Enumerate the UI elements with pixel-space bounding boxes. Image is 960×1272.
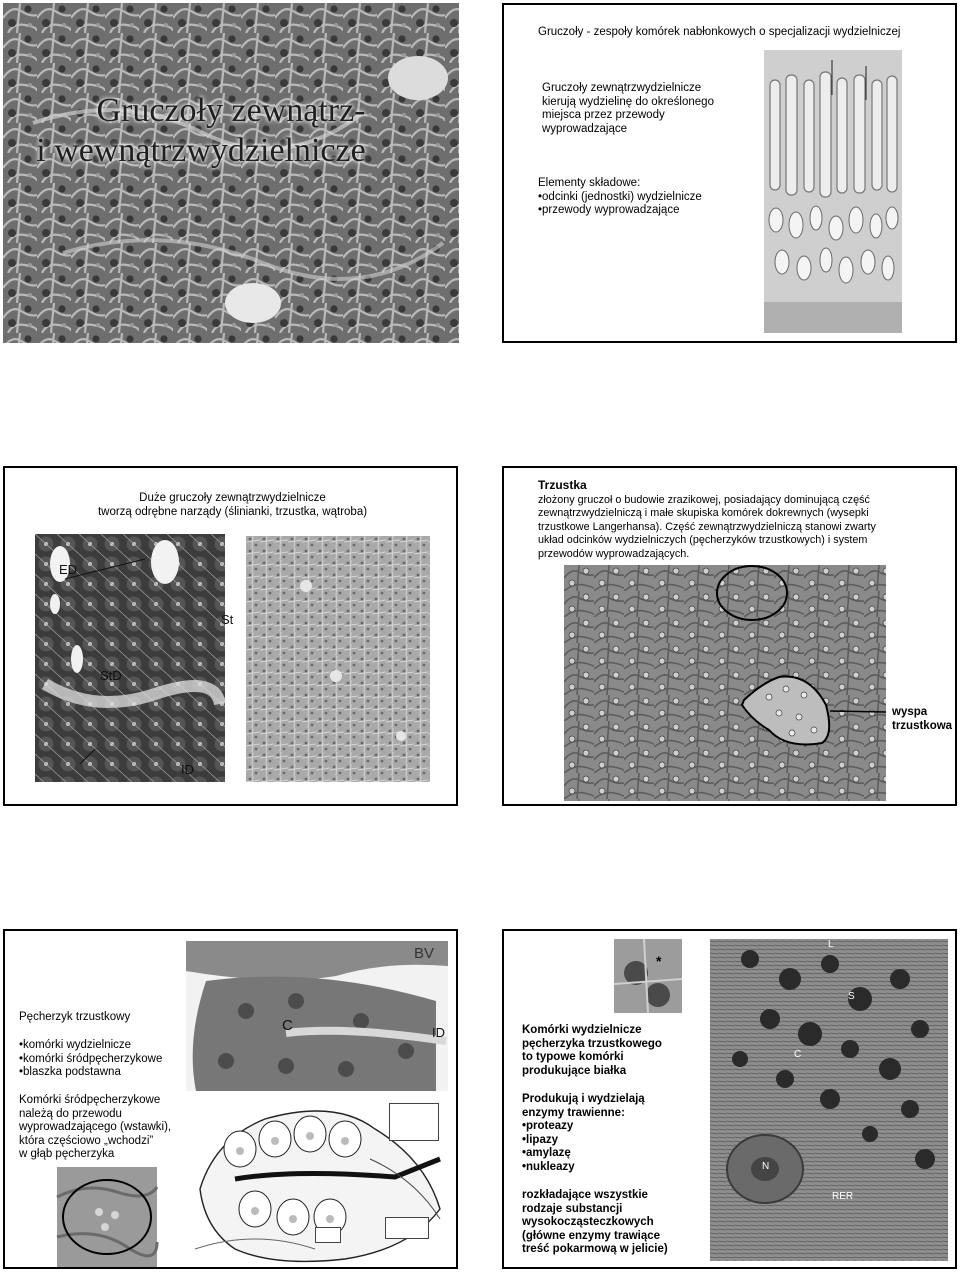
exo-line-2: kierują wydzielinę do określonego [542,95,714,108]
label-id: ID [181,762,194,777]
pancreas-description [538,494,876,561]
enzyme-item: • lipazy [522,1134,645,1148]
enzyme-item: • nukleazy [522,1161,645,1175]
acinus-micrograph [186,941,448,1091]
elements-title: Elementy składowe: [538,177,641,189]
enzymes-paragraph [522,1093,645,1174]
acinus-component-item: • komórki śródpęcherzykowe [19,1053,162,1067]
centroacinar-paragraph [19,1094,171,1162]
slide-pancreas [502,466,957,806]
pancreas-title: Trzustka [538,478,587,492]
substances-paragraph [522,1189,668,1257]
large-glands-text [5,492,460,519]
centroacinar-line-4: która częściowo „wchodzi” [19,1134,154,1147]
gastric-glands-micrograph [764,50,902,333]
acinus-component-item: • blaszka podstawna [19,1066,162,1080]
secretory-line-2: pęcherzyka trzustkowego [522,1037,662,1050]
substances-line-3: wysokocząsteczkowych [522,1216,654,1228]
element-item: • przewody wyprowadzające [538,204,702,218]
slide-acinus [3,929,458,1269]
micrograph-gastric-mucosa [764,50,902,333]
label-box [315,1227,341,1243]
element-item: • odcinki (jednostki) wydzielnicze [538,191,702,205]
label-n: N [762,1161,770,1172]
title-line-2: i wewnątrzwydzielnicze [36,132,366,169]
micrograph-acinus-small [57,1167,157,1267]
acinus-component-item: • komórki wydzielnicze [19,1039,162,1053]
label-c: C [282,1017,293,1034]
label-st: St [221,612,234,627]
substances-line-1: rozkładające wszystkie [522,1189,648,1201]
acinar-cell-em-micrograph [710,939,948,1261]
slide2-heading: Gruczoły - zespoły komórek nabłonkowych o specjalizacji wydzielniczej [538,26,901,38]
pancreas-line-5: przewodów wyprowadzających. [538,547,690,560]
secretory-line-1: Komórki wydzielnicze [522,1024,642,1036]
label-s: S [848,991,855,1002]
centroacinar-line-5: w głąb pęcherzyka [19,1148,115,1160]
acinus-cross-section-micrograph [57,1167,157,1267]
enzyme-item: • proteazy [522,1120,645,1134]
acinus-title: Pęcherzyk trzustkowy [19,1011,131,1023]
label-id: ID [432,1025,445,1040]
islet-label-line-1: wyspa [892,706,928,718]
islet-label-line-2: trzustkowa [892,719,953,732]
label-bv: BV [414,945,435,962]
slide-title-text [3,91,459,171]
title-line-1: Gruczoły zewnątrz- [96,92,366,129]
pancreas-line-2: zewnątrzwydzielniczą i małe skupiska komórek dokrewnych (wysepki [538,507,869,520]
exocrine-description [542,82,714,136]
enzymes-list [522,1120,645,1174]
slide-title [3,3,459,343]
enzymes-line-2: enzymy trawienne: [522,1106,625,1119]
label-asterisk: * [656,953,662,969]
pancreas-micrograph-background [3,3,459,343]
pancreas-line-4: układ odcinków wydzielniczych (pęcherzyków trzustkowych) i system [538,534,868,547]
elements-list-block [538,177,702,218]
centroacinar-line-2: należą do przewodu [19,1107,122,1120]
large-glands-line-1: Duże gruczoły zewnątrzwydzielnicze [139,492,326,504]
acinus-components-list [19,1039,162,1080]
large-glands-line-2: tworzą odrębne narządy (ślinianki, trzustka, wątroba) [97,505,368,518]
label-c: C [794,1049,802,1060]
substances-line-5: treść pokarmową w jelicie) [522,1243,668,1255]
secretory-line-3: to typowe komórki [522,1051,624,1063]
pancreas-islet-micrograph [564,565,886,801]
micrograph-pancreas [564,565,886,801]
exo-line-3: miejsca przez przewody [542,109,665,121]
substances-line-2: rodzaje substancji [522,1202,623,1215]
secretory-cells-paragraph [522,1024,662,1078]
micrograph-cells [3,3,459,343]
micrograph-inset [614,939,682,1013]
slide-secretory-cells [502,929,957,1269]
slide-large-glands [3,466,458,806]
label-l: L [828,939,834,950]
enzymes-line-1: Produkują i wydzielają [522,1093,645,1105]
pancreas-line-1: złożony gruczoł o budowie zrazikowej, posiadający dominującą część [538,494,870,506]
elements-list [538,191,702,218]
label-box [385,1217,429,1239]
islet-label [892,706,952,733]
liver-micrograph [246,536,430,782]
micrograph-electron [710,939,948,1261]
micrograph-acinus [186,941,448,1091]
slide-glands-definition [502,3,957,343]
exo-line-1: Gruczoły zewnątrzwydzielnicze [542,82,702,94]
salivary-gland-micrograph [35,534,234,782]
label-rer: RER [832,1191,854,1202]
label-box [389,1103,439,1141]
label-std: StD [100,668,122,683]
micrograph-liver [246,536,430,782]
centroacinar-line-3: wyprowadzającego (wstawki), [19,1121,172,1133]
substances-line-4: (główne enzymy trawiące [522,1229,661,1242]
exo-line-4: wyprowadzające [542,122,628,135]
label-ed: ED [59,562,78,577]
acinar-cell-inset-micrograph [614,939,682,1013]
pancreas-line-3: trzustkowe Langerhansa). Część zewnątrzwydzielniczą stanowi zwarty [538,520,876,533]
enzyme-item: • amylazę [522,1147,645,1161]
secretory-line-4: produkujące białka [522,1064,627,1077]
centroacinar-line-1: Komórki śródpęcherzykowe [19,1094,161,1106]
